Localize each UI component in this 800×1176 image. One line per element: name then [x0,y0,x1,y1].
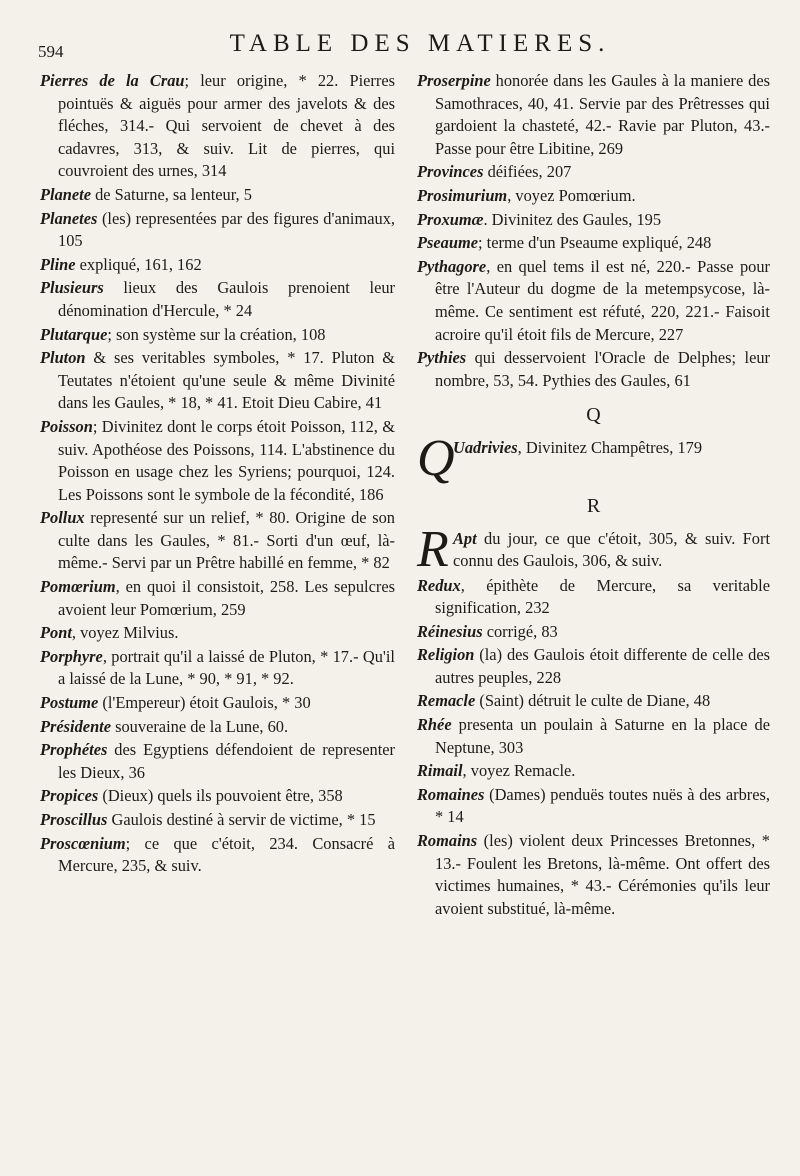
entry-locator: 358 [318,786,343,806]
entry-text: , en quoi il consistoit, 258. Les sepulcres avoient leur Pomœrium, [58,577,395,619]
entry-locator: 61 [674,370,691,390]
entry-locator: 179 [677,437,703,457]
index-entry [40,324,395,347]
entry-locator: * 14 [435,807,464,827]
index-entry [40,416,395,506]
entry-locator: 306, & suiv. [582,551,663,571]
entry-text: Gaulois destiné à servir de victime, [107,810,343,829]
entry-text: (la) des Gaulois étoit differente de celle des autres peuples, [435,645,770,687]
index-entry [40,507,395,575]
index-entry [417,70,770,160]
index-entry [40,277,395,322]
entry-headword: Pont [40,623,72,643]
entry-headword: Pseaume [417,233,479,253]
index-entry [417,347,770,392]
index-list-left [40,70,395,878]
entry-text: (Saint) détruit le culte de Diane, [475,691,690,711]
page-title: TABLE DES MATIERES. [229,30,611,57]
page-number: 594 [38,42,64,61]
index-entry [417,784,770,829]
entry-locator: 161, 162 [144,254,202,274]
entry-locator: 303 [498,737,524,757]
entry-text: (les) representées par des figures d'animaux, [97,208,395,228]
entry-headword: Porphyre [40,646,103,666]
entry-locator: 248 [686,233,712,253]
index-entry [40,833,395,878]
entry-headword: Plutarque [40,324,108,344]
entry-locator: 41 [365,393,383,413]
entry-headword: Rimail [417,761,463,781]
index-entry [40,347,395,415]
entry-headword: Religion [417,645,475,665]
entry-locator: 105 [58,231,83,251]
entry-locator: 207 [546,162,572,182]
entry-text: expliqué, [75,254,141,274]
entry-headword: Proscœnium [40,833,126,853]
entry-text: ; Divinitez dont le corps étoit Poisson, 112, & suiv. Apothéose des Poissons, 114. L'abstinence du Poisson en usage chez les Syriens; pourquoi, 124. Les Poissons sont le symbole de la fécondité, [58,416,395,504]
index-entry [417,830,770,920]
entry-text: de Saturne, sa lenteur, [90,184,240,204]
entry-text: (Dames) penduës toutes nuës à des arbres, [484,784,770,804]
entry-locator: 108 [300,324,326,344]
entry-text: , portrait qu'il a laissé de Pluton, * 17.- Qu'il a laissé de la Lune, * 90, * 91, * 92. [58,646,395,689]
entry-headword: Propices [40,786,99,806]
index-entry [40,184,395,207]
entry-headword: Romaines [417,784,485,804]
entry-locator: 83 [541,621,558,641]
index-entry [40,692,395,715]
entry-locator: * 15 [346,810,376,829]
index-entry [417,690,770,713]
index-entry [417,621,770,644]
entry-text: des Egyptiens défendoient de representer les Dieux, [58,740,395,782]
entry-text: qui desservoient l'Oracle de Delphes; leur nombre, 53, 54. Pythies des Gaules, [435,348,770,390]
index-list-right-p [417,70,770,392]
entry-locator: 314 [201,161,227,181]
index-entry [40,646,395,691]
right-column [417,70,770,921]
entry-headword: Postume [40,693,99,713]
entry-headword: Poisson [40,416,93,436]
entry-locator: 232 [525,598,550,618]
index-entry [417,161,770,184]
entry-text: , voyez Milvius. [71,623,179,643]
entry-headword: Plusieurs [40,278,104,298]
index-entry [40,785,395,808]
index-entry [40,716,395,739]
index-entry [40,739,395,784]
entry-text: (l'Empereur) étoit Gaulois, [98,693,278,713]
index-entry [417,644,770,689]
entry-headword: Pline [40,254,76,274]
entry-locator: 186 [358,484,384,504]
entry-text: déifiées, [483,162,543,182]
entry-locator: 259 [220,599,246,619]
entry-locator: 60. [267,716,289,736]
index-entry-rapt [417,520,770,578]
entry-text: ; son système sur la création, [107,324,297,344]
entry-headword: Prosimurium [417,185,508,205]
entry-headword: Romains [417,831,478,851]
dropcap-letter: Q [417,429,455,487]
entry-headword: Réinesius [417,621,483,641]
entry-headword: Planete [40,184,91,204]
entry-text: , Divinitez Champêtres, [517,437,674,457]
entry-text: , en quel tems il est né, 220.- Passe pour être l'Auteur du dogme de la metempsycose, là-même. Ce sentiment est réfuté, 220, 221.- Faisoit acroire qu'il étoit fils de Mercure, [435,256,770,344]
index-entry [40,254,395,277]
index-entry [40,576,395,621]
index-entry [417,185,770,208]
entry-headword: Pomœrium [40,577,116,597]
entry-locator: * 24 [223,300,253,320]
running-head [0,24,800,64]
entry-text: ; leur origine, * 22. Pierres pointuës & aiguës pour armer des javelots & des fléches, 314.- Qui servoient de chevet à des cadavres, 313, & suiv. Lit de pierres, qui couvroient des urnes, [58,71,396,181]
entry-locator: 48 [693,691,711,711]
entry-text: , épithète de Mercure, sa veritable signification, [435,575,770,618]
entry-headword: Remacle [417,691,476,711]
entry-headword: Proxumæ [417,209,484,229]
entry-text: corrigé, [482,621,538,641]
entry-text: (les) violent deux Princesses Bretonnes, * 13.- Foulent les Bretons, là-même. Ont offert des victimes humaines, * 43.- Cérémonies qu'ils leur avoient substitué, là-même. [435,831,770,918]
entry-headword: Apt [453,528,477,548]
entry-text: honorée dans les Gaules à la maniere des Samothraces, 40, 41. Servie par des Prêtresses qui gardoient la chasteté, 42.- Ravie par Pluton, 43.- Passe pour être Libitine, [435,71,770,158]
entry-headword: Proserpine [417,71,491,90]
index-entry [417,575,770,620]
entry-locator: * 30 [281,693,311,713]
entry-locator: 36 [128,762,145,782]
index-entry [417,760,770,783]
entry-headword: Prophétes [40,740,108,760]
entry-text: ; ce que c'étoit, 234. Consacré à Mercure, [58,833,395,876]
section-heading-q: Q [586,404,601,427]
entry-text: (Dieux) quels ils pouvoient être, [98,786,315,806]
index-entry [417,714,770,759]
entry-text: . Divinitez des Gaules, [483,209,633,229]
entry-headword: Pythies [417,348,467,368]
entry-locator: 227 [658,324,684,344]
entry-text: , voyez Pomœrium. [507,185,636,205]
entry-headword: Pierres de la Crau [40,71,185,90]
entry-headword: Redux [417,575,461,595]
entry-locator: 269 [598,138,624,158]
entry-headword: Uadrivies [453,437,518,457]
index-entry [40,70,395,183]
index-entry [417,256,770,346]
index-entry [40,809,395,832]
entry-text: ; terme d'un Pseaume expliqué, [478,233,683,253]
index-list-right-r [417,575,770,921]
entry-headword: Pythagore [417,256,487,276]
index-entry [40,208,395,253]
entry-headword: Planetes [40,208,98,228]
entry-headword: Rhée [417,715,452,735]
entry-headword: Pollux [40,508,85,528]
entry-text: , voyez Remacle. [462,761,576,781]
left-column [40,70,395,879]
dropcap-letter: R [417,520,449,578]
entry-text: lieux des Gaulois prenoient leur dénomination d'Hercule, [58,278,395,320]
entry-text: & ses veritables symboles, * 17. Pluton & Teutates n'étoient qu'une seule & même Divinité dans les Gaules, * 18, * 41. Etoit Dieu Cabire, [58,348,395,413]
index-entry [417,209,770,232]
index-entry [40,622,395,645]
entry-text: souveraine de la Lune, [111,716,264,736]
entry-headword: Pluton [40,348,86,368]
index-entry [417,232,770,255]
entry-headword: Proscillus [40,810,108,829]
entry-text: representé sur un relief, * 80. Origine de son culte dans les Gaules, * 81.- Sorti d'un œuf, là-même.- Servi par un Prêtre habillé en femme, * 82 [58,508,395,573]
entry-headword: Présidente [40,716,112,736]
section-heading-r: R [586,494,601,517]
entry-locator: 228 [536,667,562,687]
entry-locator: 235, & suiv. [121,856,202,876]
entry-text: presenta un poulain à Saturne en la place de Neptune, [435,715,770,757]
entry-text: du jour, ce que c'étoit, 305, & suiv. Fort connu des Gaulois, [453,528,770,571]
entry-locator: 195 [636,209,662,229]
entry-headword: Provinces [417,162,484,182]
index-entry-quadrivies [417,429,770,487]
entry-locator: 5 [243,184,252,204]
